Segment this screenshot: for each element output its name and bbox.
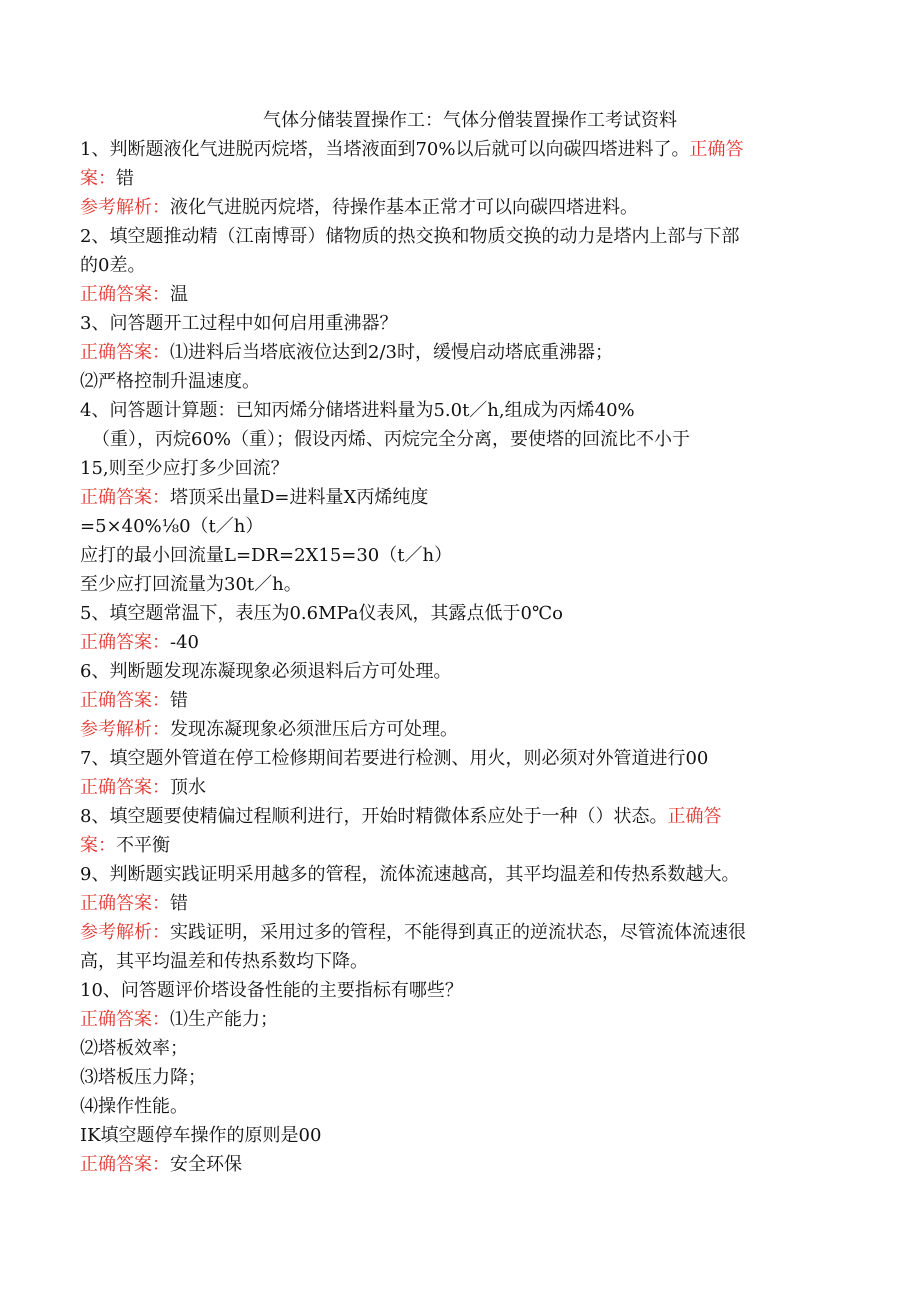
analysis-9-cont: 高，其平均温差和传热系数均下降。 (80, 951, 368, 972)
answer-4-line-3: 应打的最小回流量L=DR=2X15=30（t／h） (80, 545, 453, 566)
question-2-cont: 的0差。 (80, 255, 146, 276)
answer-7 (80, 773, 830, 802)
answer-4 (80, 483, 830, 512)
answer-label: 正确答案： (80, 777, 170, 798)
analysis-1-text: 液化气进脱丙烷塔，待操作基本正常才可以向碳四塔进料。 (170, 197, 638, 218)
answer-label: 正确答案： (80, 690, 170, 711)
answer-4-line-4: 至少应打回流量为30t／h。 (80, 574, 302, 595)
answer-9-value: 错 (170, 893, 188, 914)
answer-1 (80, 164, 830, 193)
answer-7-value: 顶水 (170, 777, 206, 798)
answer-9 (80, 889, 830, 918)
question-9: 9、判断题实践证明采用越多的管程，流体流速越高，其平均温差和传热系数越大。 (80, 864, 740, 885)
question-8 (80, 802, 830, 831)
answer-10 (80, 1005, 830, 1034)
answer-label: 正确答案： (80, 632, 170, 653)
question-3: 3、问答题开工过程中如何启用重沸器？ (80, 313, 398, 334)
question-6: 6、判断题发现冻凝现象必须退料后方可处理。 (80, 661, 452, 682)
question-4: 4、问答题计算题：已知丙烯分储塔进料量为5.0t／h,组成为丙烯40% (80, 400, 635, 421)
answer-label: 正确答案： (80, 893, 170, 914)
question-8-text: 8、填空题要使精偏过程顺利进行，开始时精微体系应处于一种（）状态。 (80, 806, 668, 827)
answer-3-line-2: ⑵严格控制升温速度。 (80, 371, 260, 392)
question-4-cont-2: 15,则至少应打多少回流？ (80, 458, 289, 479)
document-title: 气体分储装置操作工：气体分僧装置操作工考试资料 (263, 110, 677, 131)
answer-8 (80, 831, 830, 860)
answer-label: 案： (80, 168, 116, 189)
analysis-1 (80, 193, 830, 222)
answer-10-line-3: ⑶塔板压力降； (80, 1067, 206, 1088)
answer-1-value: 错 (116, 168, 134, 189)
answer-label: 正确答案： (80, 284, 170, 305)
answer-5 (80, 628, 830, 657)
answer-label: 正确答案： (80, 342, 170, 363)
question-10: 10、问答题评价塔设备性能的主要指标有哪些？ (80, 980, 463, 1001)
answer-11 (80, 1150, 830, 1179)
question-7: 7、填空题外管道在停工检修期间若要进行检测、用火，则必须对外管道进行00 (80, 748, 709, 769)
answer-5-value: -40 (170, 632, 199, 653)
question-4-cont-1: （重），丙烷60%（重）；假设丙烯、丙烷完全分离，要使塔的回流比不小于 (92, 429, 691, 450)
question-1 (80, 135, 830, 164)
analysis-9 (80, 918, 830, 947)
question-1-text: 1、判断题液化气进脱丙烷塔，当塔液面到70%以后就可以向碳四塔进料了。 (80, 139, 690, 160)
answer-11-value: 安全环保 (170, 1154, 242, 1175)
answer-10-line-4: ⑷操作性能。 (80, 1096, 188, 1117)
answer-label: 正确答 (667, 806, 722, 827)
answer-8-value: 不平衡 (116, 835, 170, 856)
analysis-9-text: 实践证明，采用过多的管程，不能得到真正的逆流状态，尽管流体流速很 (170, 922, 746, 943)
question-5: 5、填空题常温下，表压为0.6MPa仪表风，其露点低于0℃o (80, 603, 563, 624)
answer-3 (80, 338, 830, 367)
analysis-6-text: 发现冻凝现象必须泄压后方可处理。 (170, 719, 458, 740)
analysis-6 (80, 715, 830, 744)
answer-6-value: 错 (170, 690, 188, 711)
answer-label: 正确答案： (80, 1154, 170, 1175)
answer-4-line-1: 塔顶采出量D=进料量X丙烯纯度 (170, 487, 429, 508)
document-page (80, 106, 830, 1179)
answer-6 (80, 686, 830, 715)
answer-4-line-2: =5×40%⅛0（t／h） (80, 516, 264, 537)
answer-3-line-1: ⑴进料后当塔底液位达到2/3时，缓慢启动塔底重沸器； (170, 342, 613, 363)
answer-label: 正确答 (689, 139, 744, 160)
answer-2 (80, 280, 830, 309)
answer-label: 正确答案： (80, 487, 170, 508)
analysis-label: 参考解析： (80, 719, 170, 740)
answer-10-line-1: ⑴生产能力； (170, 1009, 278, 1030)
question-11: IK填空题停车操作的原则是00 (80, 1125, 322, 1146)
answer-label: 正确答案： (80, 1009, 170, 1030)
answer-10-line-2: ⑵塔板效率； (80, 1038, 188, 1059)
question-2: 2、填空题推动精（江南博哥）储物质的热交换和物质交换的动力是塔内上部与下部 (80, 226, 740, 247)
analysis-label: 参考解析： (80, 922, 170, 943)
answer-label: 案： (80, 835, 116, 856)
answer-2-value: 温 (170, 284, 188, 305)
analysis-label: 参考解析： (80, 197, 170, 218)
